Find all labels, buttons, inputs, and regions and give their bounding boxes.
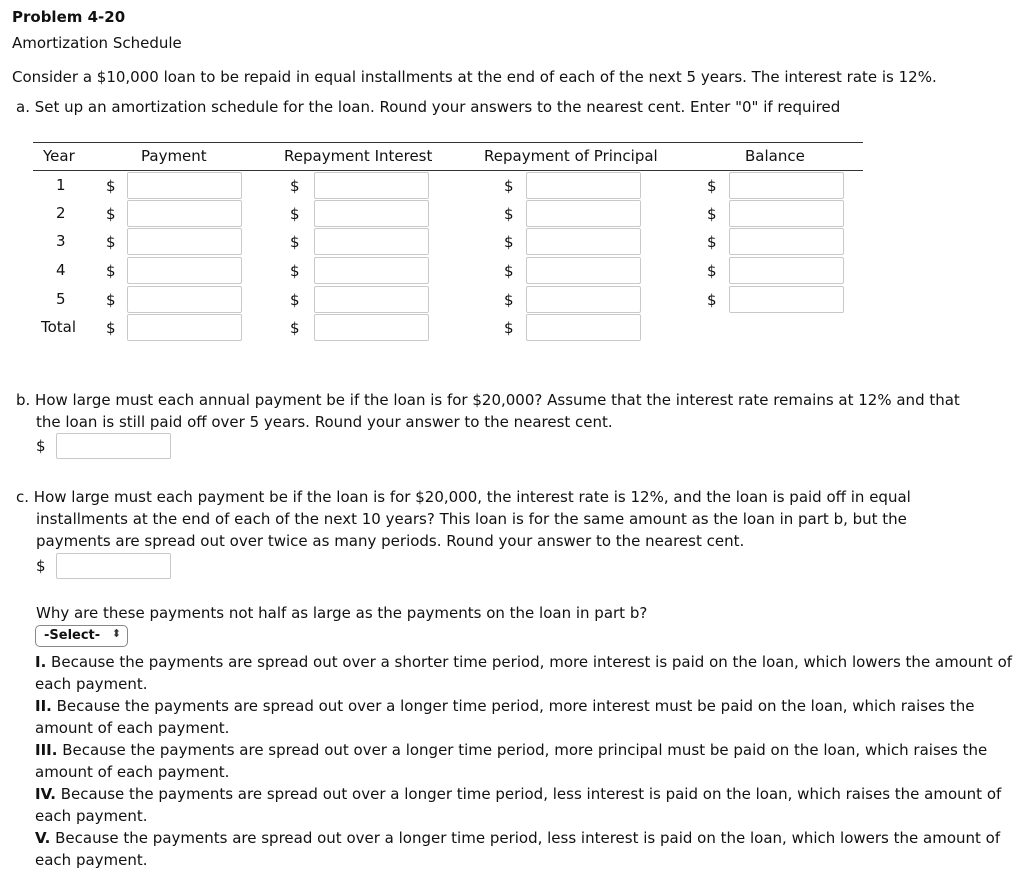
interest-input[interactable] [314,172,429,199]
payment-dollar-sign: $ [106,319,116,337]
header-payment: Payment [141,147,207,165]
balance-dollar-sign: $ [707,177,717,195]
table-top-rule [33,142,863,143]
principal-input[interactable] [526,200,641,227]
part-b-dollar: $ [36,437,46,455]
part-c-line3: payments are spread out over twice as many periods. Round your answer to the nearest cent. [36,532,745,550]
part-b-text [16,389,1006,433]
interest-dollar-sign: $ [290,233,300,251]
payment-dollar-sign: $ [106,262,116,280]
balance-input[interactable] [729,257,844,284]
part-c-answer-input[interactable] [56,553,171,579]
balance-input[interactable] [729,200,844,227]
payment-input[interactable] [127,314,242,341]
interest-dollar-sign: $ [290,291,300,309]
payment-dollar-sign: $ [106,233,116,251]
principal-dollar-sign: $ [504,319,514,337]
balance-dollar-sign: $ [707,233,717,251]
payment-dollar-sign: $ [106,205,116,223]
why-question: Why are these payments not half as large as the payments on the loan in part b? [36,604,648,622]
option-5-text: Because the payments are spread out over a longer time period, less interest is paid on the loan, which lowers the amount of each payment. [35,829,1001,869]
option-2-num: II. [35,697,52,715]
part-c-text [16,486,1006,552]
option-1-text: Because the payments are spread out over a shorter time period, more interest is paid on the loan, which lowers the amount of each payment. [35,653,1013,693]
table-header-rule [33,170,863,171]
row-label: 3 [56,232,66,250]
header-year: Year [43,147,75,165]
interest-dollar-sign: $ [290,319,300,337]
part-a-text: a. Set up an amortization schedule for the loan. Round your answers to the nearest cent. Enter "0" if required [16,98,841,116]
option-4 [35,783,1015,827]
header-balance: Balance [745,147,805,165]
interest-input[interactable] [314,200,429,227]
part-b-line2: the loan is still paid off over 5 years. Round your answer to the nearest cent. [36,413,613,431]
payment-input[interactable] [127,228,242,255]
principal-dollar-sign: $ [504,291,514,309]
header-repayment-principal: Repayment of Principal [484,147,658,165]
option-5 [35,827,1015,871]
payment-input[interactable] [127,286,242,313]
principal-dollar-sign: $ [504,262,514,280]
intro-text: Consider a $10,000 loan to be repaid in equal installments at the end of each of the next 5 years. The interest rate is 12%. [12,68,937,86]
part-c-line1: c. How large must each payment be if the loan is for $20,000, the interest rate is 12%, and the loan is paid off in equal [16,488,911,506]
answer-select-value: -Select- [44,628,101,643]
balance-dollar-sign: $ [707,205,717,223]
principal-input[interactable] [526,314,641,341]
principal-dollar-sign: $ [504,233,514,251]
option-1 [35,651,1015,695]
part-b-answer-input[interactable] [56,433,171,459]
principal-input[interactable] [526,286,641,313]
interest-input[interactable] [314,314,429,341]
interest-dollar-sign: $ [290,177,300,195]
answer-select[interactable] [35,625,128,647]
option-3-text: Because the payments are spread out over a longer time period, more principal must be paid on the loan, which raises the amount of each payment. [35,741,988,781]
interest-input[interactable] [314,286,429,313]
balance-input[interactable] [729,228,844,255]
payment-input[interactable] [127,200,242,227]
option-4-num: IV. [35,785,56,803]
interest-dollar-sign: $ [290,262,300,280]
option-3 [35,739,1015,783]
option-5-num: V. [35,829,51,847]
problem-title: Problem 4-20 [12,8,126,26]
balance-input[interactable] [729,172,844,199]
header-repayment-interest: Repayment Interest [284,147,433,165]
payment-input[interactable] [127,257,242,284]
row-label: Total [41,318,77,336]
interest-dollar-sign: $ [290,205,300,223]
balance-dollar-sign: $ [707,262,717,280]
payment-dollar-sign: $ [106,177,116,195]
part-b-line1: b. How large must each annual payment be if the loan is for $20,000? Assume that the interest rate remains at 12% and that [16,391,960,409]
option-4-text: Because the payments are spread out over a longer time period, less interest is paid on the loan, which raises the amount of each payment. [35,785,1002,825]
select-arrows-icon: ⬍ [111,627,121,640]
part-c-line2: installments at the end of each of the next 10 years? This loan is for the same amount as the loan in part b, but the [36,510,907,528]
answer-options [35,651,1015,871]
payment-dollar-sign: $ [106,291,116,309]
problem-subtitle: Amortization Schedule [12,34,182,52]
option-2-text: Because the payments are spread out over a longer time period, more interest must be paid on the loan, which raises the amount of each payment. [35,697,975,737]
principal-dollar-sign: $ [504,177,514,195]
row-label: 5 [56,290,66,308]
row-label: 4 [56,261,66,279]
balance-input[interactable] [729,286,844,313]
payment-input[interactable] [127,172,242,199]
part-c-dollar: $ [36,557,46,575]
principal-input[interactable] [526,172,641,199]
row-label: 2 [56,204,66,222]
principal-input[interactable] [526,228,641,255]
principal-dollar-sign: $ [504,205,514,223]
row-label: 1 [56,176,66,194]
interest-input[interactable] [314,228,429,255]
option-1-num: I. [35,653,47,671]
balance-dollar-sign: $ [707,291,717,309]
option-2 [35,695,1015,739]
interest-input[interactable] [314,257,429,284]
principal-input[interactable] [526,257,641,284]
option-3-num: III. [35,741,58,759]
